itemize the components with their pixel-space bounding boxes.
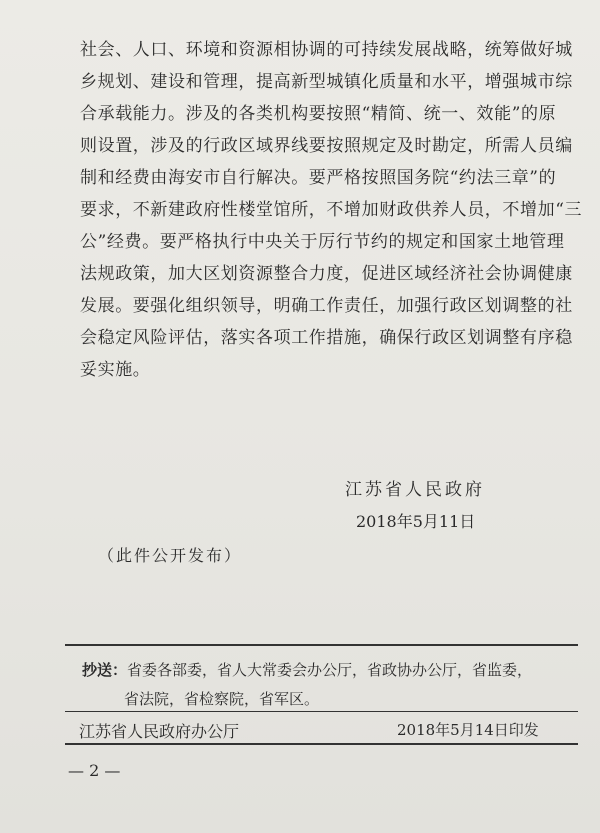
cc-recipients-line1: 省委各部委，省人大常委会办公厅，省政协办公厅，省监委， bbox=[127, 661, 533, 679]
issuer-name: 江苏省人民政府 bbox=[345, 480, 485, 500]
body-line: 社会、人口、环境和资源相协调的可持续发展战略，统筹做好城 bbox=[80, 40, 573, 60]
divider-bottom bbox=[65, 743, 578, 745]
page-number: — 2 — bbox=[68, 761, 121, 780]
cc-block bbox=[82, 659, 532, 680]
body-line: 妥实施。 bbox=[80, 360, 151, 380]
body-line: 公”经费。要严格执行中央关于厉行节约的规定和国家土地管理 bbox=[80, 232, 565, 252]
cc-label: 抄送： bbox=[82, 661, 128, 679]
cc-recipients-line2: 省法院，省检察院，省军区。 bbox=[124, 690, 320, 708]
issue-date: 2018年5月11日 bbox=[356, 512, 476, 531]
print-date: 2018年5月14日印发 bbox=[397, 721, 539, 739]
body-line: 则设置，涉及的行政区域界线要按照规定及时勘定，所需人员编 bbox=[80, 136, 573, 156]
body-line: 要求，不新建政府性楼堂馆所，不增加财政供养人员，不增加“三 bbox=[80, 200, 583, 220]
body-line: 会稳定风险评估，落实各项工作措施，确保行政区划调整有序稳 bbox=[80, 328, 573, 348]
publish-note: （此件公开发布） bbox=[98, 546, 243, 565]
divider-middle bbox=[65, 711, 578, 712]
body-line: 发展。要强化组织领导，明确工作责任，加强行政区划调整的社 bbox=[80, 296, 573, 316]
issuing-office: 江苏省人民政府办公厅 bbox=[79, 722, 240, 741]
body-line: 乡规划、建设和管理，提高新型城镇化质量和水平，增强城市综 bbox=[80, 72, 573, 92]
body-line: 制和经费由海安市自行解决。要严格按照国务院“约法三章”的 bbox=[80, 168, 557, 188]
divider-top bbox=[65, 644, 578, 646]
body-line: 法规政策，加大区划资源整合力度，促进区域经济社会协调健康 bbox=[80, 264, 573, 284]
body-line: 合承载能力。涉及的各类机构要按照“精简、统一、效能”的原 bbox=[80, 104, 557, 124]
